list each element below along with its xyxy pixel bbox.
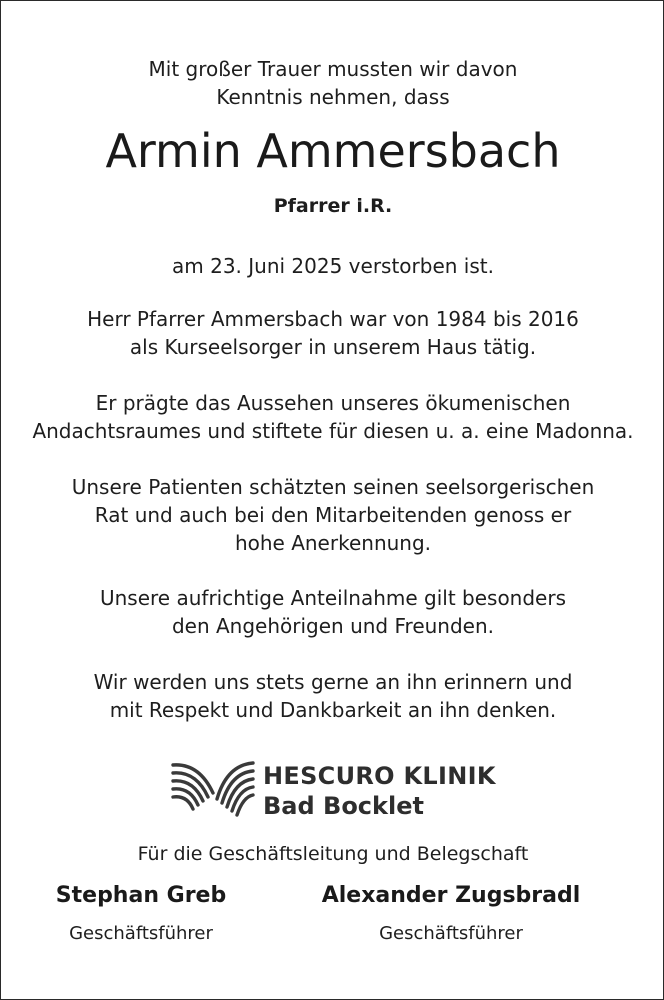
paragraph-3-line-3: hohe Anerkennung. — [234, 531, 432, 555]
signatory-1-role: Geschäftsführer — [69, 923, 213, 944]
paragraph-1-line-1: Herr Pfarrer Ammersbach war von 1984 bis 2016 — [87, 307, 579, 331]
deceased-name: Armin Ammersbach — [105, 124, 561, 178]
signatory-1-name: Stephan Greb — [55, 883, 227, 908]
paragraph-5-line-2: mit Respekt und Dankbarkeit an ihn denken. — [109, 698, 557, 722]
paragraph-2-line-2: Andachtsraumes und stiftete für diesen u. a. eine Madonna. — [32, 419, 634, 443]
logo-clinic-name: HESCURO KLINIK — [263, 762, 496, 790]
paragraph-5-line-1: Wir werden uns stets gerne an ihn erinnern und — [93, 670, 573, 694]
signatory-2-name: Alexander Zugsbradl — [321, 883, 581, 908]
paragraph-3-line-1: Unsere Patienten schätzten seinen seelsorgerischen — [71, 475, 595, 499]
signoff-line: Für die Geschäftsleitung und Belegschaft — [137, 843, 529, 865]
intro-line-1: Mit großer Trauer mussten wir davon — [148, 57, 518, 81]
paragraph-4-line-2: den Angehörigen und Freunden. — [171, 614, 495, 638]
paragraph-2-line-1: Er prägte das Aussehen unseres ökumenischen — [95, 391, 571, 415]
intro-line-2: Kenntnis nehmen, dass — [216, 85, 450, 109]
signatory-2-role: Geschäftsführer — [379, 923, 523, 944]
paragraph-1-line-2: als Kurseelsorger in unserem Haus tätig. — [129, 335, 537, 359]
logo-clinic-location: Bad Bocklet — [263, 792, 424, 820]
deceased-title: Pfarrer i.R. — [273, 195, 393, 217]
paragraph-3-line-2: Rat und auch bei den Mitarbeitenden genoss er — [94, 503, 572, 527]
hescuro-swoosh-logo-icon — [169, 759, 255, 821]
clinic-logo — [169, 759, 509, 829]
paragraph-4-line-1: Unsere aufrichtige Anteilnahme gilt besonders — [99, 586, 566, 610]
date-line: am 23. Juni 2025 verstorben ist. — [172, 254, 494, 278]
